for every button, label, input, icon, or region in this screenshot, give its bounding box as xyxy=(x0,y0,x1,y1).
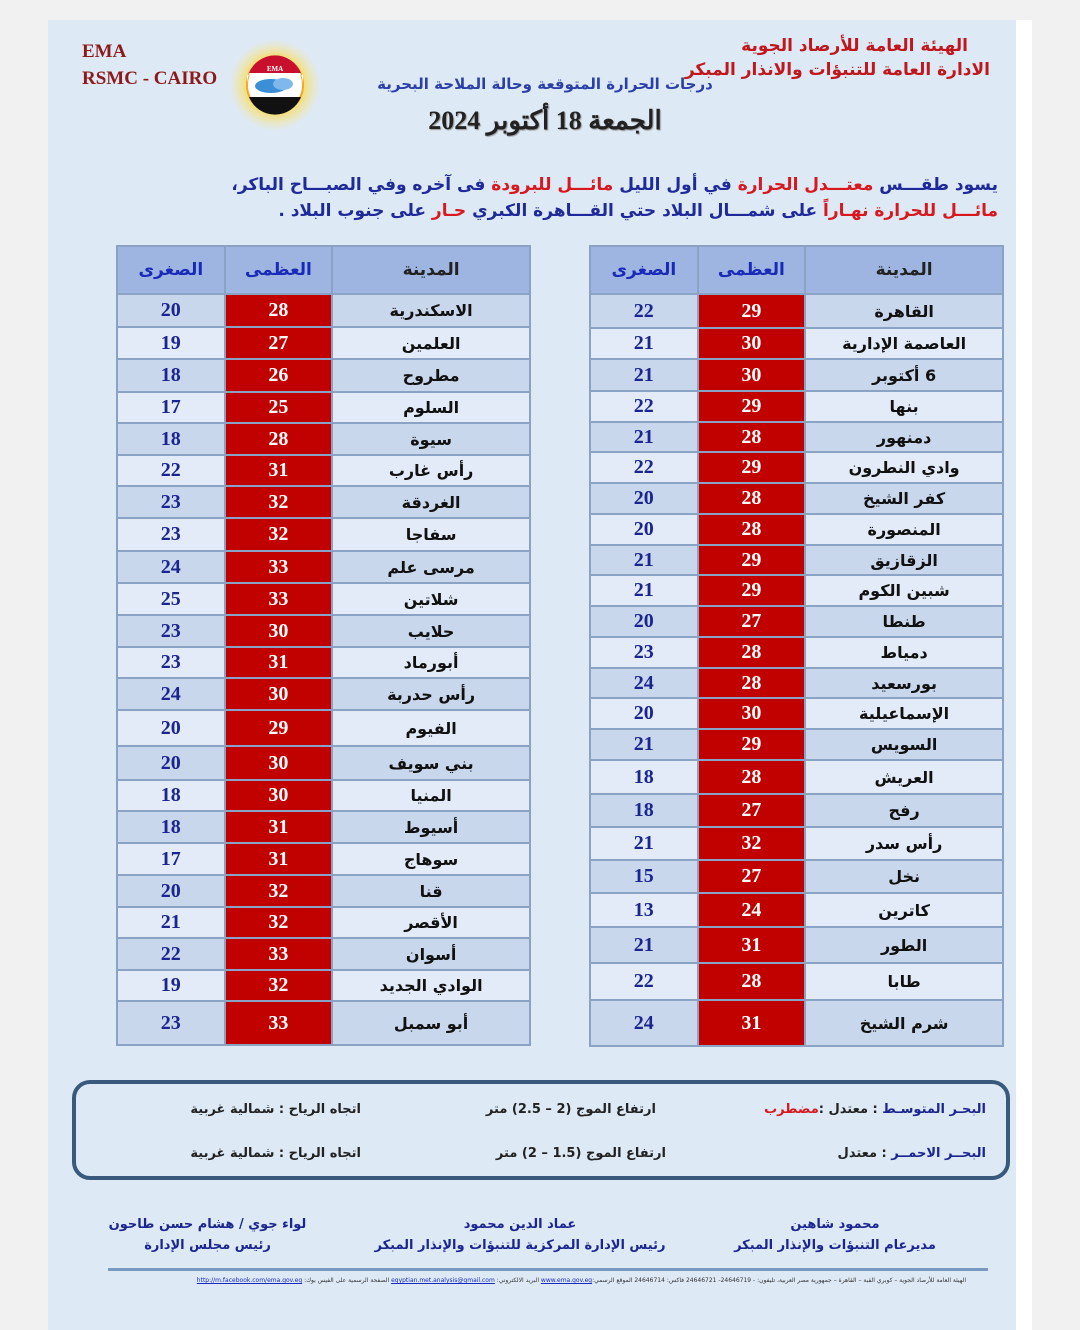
cell-city: أسوان xyxy=(332,938,530,970)
ema-header xyxy=(82,38,217,92)
cell-min: 23 xyxy=(590,637,698,668)
cell-min: 20 xyxy=(117,875,225,907)
cell-min: 22 xyxy=(117,455,225,486)
cell-min: 21 xyxy=(590,545,698,575)
cell-city: الطور xyxy=(805,927,1003,963)
table-row xyxy=(117,746,530,780)
cell-city: سيوة xyxy=(332,423,530,455)
cell-max: 28 xyxy=(698,637,806,668)
cell-city: الأقصر xyxy=(332,907,530,938)
cell-city: الفيوم xyxy=(332,710,530,746)
table-row xyxy=(117,294,530,327)
cell-max: 33 xyxy=(225,583,333,615)
table-row xyxy=(117,455,530,486)
cell-max: 30 xyxy=(698,328,806,359)
table-row xyxy=(590,927,1003,963)
table-row xyxy=(117,875,530,907)
header-max: العظمى xyxy=(698,246,806,294)
cell-min: 21 xyxy=(590,827,698,860)
cell-city: أسيوط xyxy=(332,811,530,843)
cell-min: 20 xyxy=(590,698,698,729)
table-row xyxy=(117,843,530,875)
cell-min: 23 xyxy=(117,615,225,647)
cell-min: 21 xyxy=(590,927,698,963)
facebook-link[interactable]: http://m.facebook.com/ema.gov.eg xyxy=(196,1277,303,1284)
cell-min: 18 xyxy=(590,794,698,827)
weather-description xyxy=(200,172,998,224)
table-row xyxy=(117,615,530,647)
cell-min: 20 xyxy=(117,746,225,780)
cell-city: دمنهور xyxy=(805,422,1003,452)
cell-city: سوهاج xyxy=(332,843,530,875)
cell-max: 28 xyxy=(698,668,806,698)
footer-address: الهيئة العامة للأرصاد الجوية – كوبري القبة – القاهرة – جمهورية مصر العربية، تليفون: - 24646719- 24646721 فاكس: 24646714 الموقع الرسمي: xyxy=(592,1277,966,1284)
table-row xyxy=(590,422,1003,452)
cell-min: 24 xyxy=(117,678,225,710)
cell-city: بنها xyxy=(805,391,1003,422)
cell-min: 18 xyxy=(117,780,225,811)
table-row xyxy=(590,391,1003,422)
header-max: العظمى xyxy=(225,246,333,294)
cell-min: 13 xyxy=(590,893,698,927)
table-row xyxy=(117,780,530,811)
signature-name: عماد الدين محمود xyxy=(463,1217,577,1232)
cell-city: قنا xyxy=(332,875,530,907)
med-sea-wind: اتجاه الرياح : شمالية غربية xyxy=(190,1102,361,1117)
table-row xyxy=(117,811,530,843)
cell-city: مرسى علم xyxy=(332,551,530,583)
cell-city: بورسعيد xyxy=(805,668,1003,698)
cell-min: 19 xyxy=(117,970,225,1001)
cell-city: العريش xyxy=(805,760,1003,794)
org-line-1: الهيئة العامة للأرصاد الجوية xyxy=(741,36,968,56)
cell-max: 29 xyxy=(698,452,806,483)
cell-min: 21 xyxy=(590,729,698,760)
cell-min: 24 xyxy=(590,668,698,698)
cell-min: 20 xyxy=(117,294,225,327)
table-row xyxy=(117,423,530,455)
cell-max: 26 xyxy=(225,359,333,392)
cell-city: وادي النطرون xyxy=(805,452,1003,483)
cell-max: 33 xyxy=(225,938,333,970)
cell-city: دمياط xyxy=(805,637,1003,668)
table-row xyxy=(590,698,1003,729)
cell-min: 22 xyxy=(117,938,225,970)
cell-min: 23 xyxy=(117,486,225,518)
cell-min: 20 xyxy=(117,710,225,746)
cell-city: رأس حدربة xyxy=(332,678,530,710)
table-row xyxy=(590,545,1003,575)
cell-city: رأس سدر xyxy=(805,827,1003,860)
cell-max: 30 xyxy=(225,678,333,710)
cell-city: كفر الشيخ xyxy=(805,483,1003,514)
cell-min: 23 xyxy=(117,1001,225,1045)
cell-max: 31 xyxy=(698,1000,806,1046)
cell-min: 18 xyxy=(117,359,225,392)
signature-title: رئيس مجلس الإدارة xyxy=(144,1238,271,1253)
table-header-row xyxy=(590,246,1003,294)
signature-3 xyxy=(100,1214,315,1256)
cell-max: 28 xyxy=(698,760,806,794)
header-min: الصغرى xyxy=(117,246,225,294)
cell-max: 32 xyxy=(225,875,333,907)
table-row xyxy=(590,963,1003,1000)
med-sea-state: البحـر المتوسـط : معتدل :مضطرب xyxy=(764,1102,986,1117)
table-row xyxy=(590,452,1003,483)
table-row xyxy=(590,860,1003,893)
cell-max: 30 xyxy=(698,359,806,391)
cell-min: 21 xyxy=(590,422,698,452)
cell-city: أبو سمبل xyxy=(332,1001,530,1045)
cell-min: 22 xyxy=(590,294,698,328)
cell-city: نخل xyxy=(805,860,1003,893)
cell-min: 25 xyxy=(117,583,225,615)
cell-max: 33 xyxy=(225,551,333,583)
table-row xyxy=(117,907,530,938)
cell-min: 21 xyxy=(117,907,225,938)
table-row xyxy=(590,514,1003,545)
footer-divider xyxy=(108,1268,988,1271)
red-sea-state: البحــر الاحمــر : معتدل xyxy=(837,1146,986,1161)
cell-city: سفاجا xyxy=(332,518,530,551)
cell-city: الوادي الجديد xyxy=(332,970,530,1001)
cell-min: 22 xyxy=(590,391,698,422)
table-row xyxy=(117,551,530,583)
cell-min: 22 xyxy=(590,963,698,1000)
cell-max: 30 xyxy=(225,615,333,647)
table-row xyxy=(590,294,1003,328)
cell-max: 28 xyxy=(698,422,806,452)
cell-city: بني سويف xyxy=(332,746,530,780)
table-row xyxy=(590,893,1003,927)
header-city: المدينة xyxy=(332,246,530,294)
cell-max: 32 xyxy=(698,827,806,860)
description-line-2: مائـــل للحرارة نهـاراً على شمـــال البلاد حتي القـــاهرة الكبري حـار على جنوب البلاد . xyxy=(278,201,998,221)
cell-min: 18 xyxy=(117,811,225,843)
med-sea-wave: ارتفاع الموج (2 – 2.5) متر xyxy=(485,1102,656,1117)
table-row xyxy=(590,359,1003,391)
cell-city: القاهرة xyxy=(805,294,1003,328)
cell-max: 28 xyxy=(698,963,806,1000)
cell-max: 29 xyxy=(225,710,333,746)
cell-city: رفح xyxy=(805,794,1003,827)
sea-conditions-box xyxy=(72,1080,1010,1180)
cell-max: 29 xyxy=(698,545,806,575)
cell-max: 28 xyxy=(225,294,333,327)
red-sea-wind: اتجاه الرياح : شمالية غربية xyxy=(190,1146,361,1161)
ema-title: EMA xyxy=(82,41,127,62)
table-row xyxy=(590,1000,1003,1046)
signature-1 xyxy=(720,1214,950,1256)
logo-text: EMA xyxy=(266,65,284,73)
cell-city: الزقازيق xyxy=(805,545,1003,575)
website-link[interactable]: www.ema.gov.eg xyxy=(540,1277,593,1284)
cell-min: 23 xyxy=(117,647,225,678)
cell-max: 32 xyxy=(225,518,333,551)
report-subtitle: درجات الحرارة المتوقعة وحالة الملاحة البحرية xyxy=(377,75,713,93)
cell-city: شبين الكوم xyxy=(805,575,1003,606)
cell-min: 18 xyxy=(590,760,698,794)
cell-min: 24 xyxy=(590,1000,698,1046)
report-date: الجمعة 18 أكتوبر 2024 xyxy=(428,106,662,135)
cell-city: طابا xyxy=(805,963,1003,1000)
signature-name: لواء جوي / هشام حسن طاحون xyxy=(108,1217,307,1232)
cell-city: العلمين xyxy=(332,327,530,359)
temperature-table-right xyxy=(589,245,1004,1047)
table-row xyxy=(117,392,530,423)
cell-max: 27 xyxy=(698,794,806,827)
email-link[interactable]: egyptian.met.analysis@gmail.com xyxy=(391,1277,495,1284)
table-row xyxy=(117,647,530,678)
table-row xyxy=(590,575,1003,606)
table-row xyxy=(590,483,1003,514)
table-row xyxy=(117,359,530,392)
cell-min: 23 xyxy=(117,518,225,551)
cell-max: 27 xyxy=(698,860,806,893)
cell-max: 31 xyxy=(698,927,806,963)
cell-city: شرم الشيخ xyxy=(805,1000,1003,1046)
signature-name: محمود شاهين xyxy=(790,1217,880,1232)
table-row xyxy=(117,710,530,746)
cell-max: 29 xyxy=(698,575,806,606)
table-row xyxy=(590,760,1003,794)
cell-min: 21 xyxy=(590,575,698,606)
cell-city: المنصورة xyxy=(805,514,1003,545)
cell-max: 32 xyxy=(225,907,333,938)
cell-min: 20 xyxy=(590,483,698,514)
cell-city: رأس غارب xyxy=(332,455,530,486)
table-row xyxy=(117,327,530,359)
cell-city: حلايب xyxy=(332,615,530,647)
red-sea-wave: ارتفاع الموج (1.5 – 2) متر xyxy=(495,1146,666,1161)
cell-city: الاسكندرية xyxy=(332,294,530,327)
header-city: المدينة xyxy=(805,246,1003,294)
cell-min: 15 xyxy=(590,860,698,893)
cell-min: 19 xyxy=(117,327,225,359)
cell-min: 24 xyxy=(117,551,225,583)
cell-min: 22 xyxy=(590,452,698,483)
footer-contact: الهيئة العامة للأرصاد الجوية – كوبري القبة – القاهرة – جمهورية مصر العربية، تليفون: - 24646719- 24646721 فاكس: 24646714 الموقع الرسمي:www.ema.gov.eg البريد الالكتروني: egyptian.met.analysis@gmail.com الصفحة الرسمية على الفيس بوك: http://m.facebook.com/ema.gov.eg xyxy=(196,1277,966,1284)
cell-min: 17 xyxy=(117,843,225,875)
cell-city: المنيا xyxy=(332,780,530,811)
cell-min: 18 xyxy=(117,423,225,455)
rsmc-title: RSMC - CAIRO xyxy=(82,68,218,89)
ema-logo xyxy=(225,40,325,130)
cell-max: 31 xyxy=(225,811,333,843)
page-edge xyxy=(1016,20,1032,1330)
cell-max: 28 xyxy=(225,423,333,455)
cell-city: كاترين xyxy=(805,893,1003,927)
cell-max: 33 xyxy=(225,1001,333,1045)
table-row xyxy=(590,668,1003,698)
cell-city: الإسماعيلية xyxy=(805,698,1003,729)
cell-city: طنطا xyxy=(805,606,1003,637)
cell-max: 32 xyxy=(225,970,333,1001)
cell-max: 31 xyxy=(225,455,333,486)
cell-city: أبورماد xyxy=(332,647,530,678)
signature-2 xyxy=(370,1214,670,1256)
cell-max: 24 xyxy=(698,893,806,927)
description-line-1: يسود طقـــس معتـــدل الحرارة في أول الليل مائـــل للبرودة فى آخره وفي الصبـــاح الباكر، xyxy=(231,175,998,195)
cell-max: 27 xyxy=(698,606,806,637)
cell-max: 30 xyxy=(225,780,333,811)
cell-city: السلوم xyxy=(332,392,530,423)
cell-max: 31 xyxy=(225,647,333,678)
cell-city: السويس xyxy=(805,729,1003,760)
cell-max: 29 xyxy=(698,294,806,328)
cell-max: 32 xyxy=(225,486,333,518)
table-row xyxy=(590,606,1003,637)
table-row xyxy=(117,583,530,615)
cell-max: 28 xyxy=(698,483,806,514)
cell-city: شلاتين xyxy=(332,583,530,615)
cell-max: 27 xyxy=(225,327,333,359)
table-header-row xyxy=(117,246,530,294)
cell-city: الغردقة xyxy=(332,486,530,518)
table-row xyxy=(117,486,530,518)
signature-title: رئيس الإدارة المركزية للتنبؤات والإنذار المبكر xyxy=(374,1238,666,1253)
cell-min: 21 xyxy=(590,328,698,359)
cell-max: 30 xyxy=(698,698,806,729)
table-row xyxy=(117,678,530,710)
cell-max: 30 xyxy=(225,746,333,780)
cell-max: 31 xyxy=(225,843,333,875)
table-row xyxy=(117,938,530,970)
table-row xyxy=(117,970,530,1001)
table-row xyxy=(590,794,1003,827)
signature-title: مديرعام التنبؤات والإنذار المبكر xyxy=(734,1238,936,1253)
cell-max: 29 xyxy=(698,729,806,760)
cell-max: 29 xyxy=(698,391,806,422)
cell-max: 28 xyxy=(698,514,806,545)
header-min: الصغرى xyxy=(590,246,698,294)
cell-min: 17 xyxy=(117,392,225,423)
table-row xyxy=(117,518,530,551)
cell-city: العاصمة الإدارية xyxy=(805,328,1003,359)
table-row xyxy=(117,1001,530,1045)
table-row xyxy=(590,328,1003,359)
cell-city: 6 أكتوبر xyxy=(805,359,1003,391)
cell-max: 25 xyxy=(225,392,333,423)
org-line-2: الادارة العامة للتنبؤات والانذار المبكر xyxy=(684,60,990,80)
cell-min: 20 xyxy=(590,606,698,637)
cell-min: 21 xyxy=(590,359,698,391)
table-row xyxy=(590,637,1003,668)
table-row xyxy=(590,827,1003,860)
cell-min: 20 xyxy=(590,514,698,545)
table-row xyxy=(590,729,1003,760)
temperature-table-left xyxy=(116,245,531,1046)
cell-city: مطروح xyxy=(332,359,530,392)
